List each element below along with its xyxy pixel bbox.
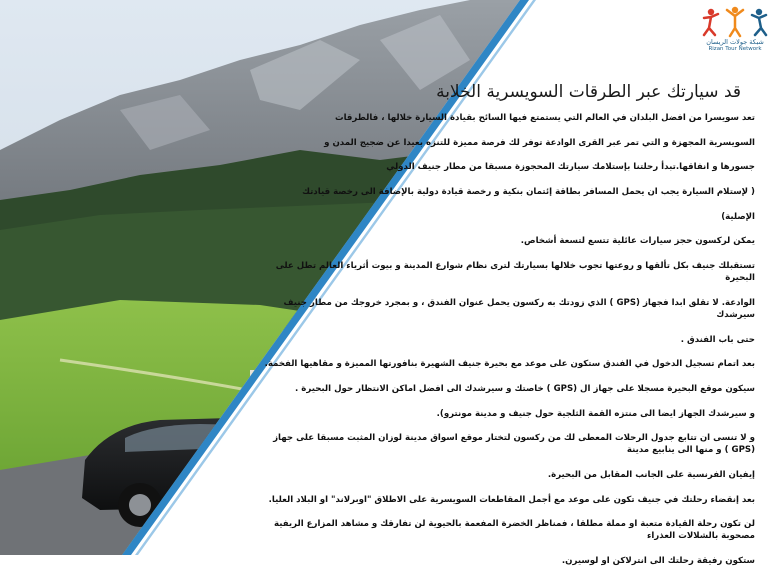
text-line: يمكن لركسون حجز سيارات عائلية تتسع لتسعة أشخاص. [520,236,755,247]
text-line: لن تكون رحلة القيادة متعبة او مملة مطلقا ، فمناظر الخضرة المفعمة بالحيوية لن تفارقك و مشاهد المزارع الريفية مصحوبة بالشلالات العذراء [274,519,755,542]
text-line: جسورها و انفاقها.تبدأ رحلتنا بإستلامك سيارتك المحجوزة مسبقا من مطار جنيف الدولي [386,162,755,173]
text-line: و لا تنسى ان تتابع جدول الرحلات المعطى لك من ركسون لتختار موقع اسواق مدينة لوزان المثبت مسبقا على جهاز (GPS ) و منها الى ينابيع مدينة [273,433,755,456]
article-body [250,112,755,580]
page-title: قد سيارتك عبر الطرقات السويسرية الخلابة [436,82,741,102]
brand-logo [695,4,775,64]
text-line: بعد اتمام تسجيل الدخول في الفندق ستكون على موعد مع بحيرة جنيف الشهيرة بنافورتها المميزة و مقاهيها الفخمة. [264,359,755,370]
text-line: سيكون موقع البحيرة مسجلا على جهاز ال (GPS ) خاصتك و سيرشدك الى افضل اماكن الانتظار حول البحيرة . [295,383,755,394]
text-line: إيفيان الفرنسية على الجانب المقابل من البحيرة. [547,469,755,480]
text-line: حتى باب الفندق . [680,334,755,345]
brand-name-en: Rizan Tour Network [708,46,762,52]
text-line: الوادعة. لا تقلق ابدا فجهاز (GPS ) الذي زودتك به ركسون يحمل عنوان الفندق ، و بمجرد خروجك من مطار جنيف سيرشدك [283,297,755,320]
text-line: بعد إنقضاء رحلتك في جنيف تكون على موعد مع أجمل المقاطعات السويسرية على الاطلاق "اوبرلاند" او البلاد العليا. [268,494,755,505]
logo-figures-icon [695,4,775,38]
text-line: تعد سويسرا من افضل البلدان في العالم التي يستمتع فيها السائح بقيادة السيارة خلالها ، فالطرقات [334,113,755,123]
text-line: ستكون رفيقة رحلتك الى انترلاكن او لوسيرن. [561,556,755,566]
text-line: ( لإستلام السيارة يجب ان يحمل المسافر بطاقة إئتمان بنكية و رخصة قيادة دولية بالإضافة الى رخصة قيادتك [302,187,755,198]
text-line: الإصلية) [721,211,755,222]
text-line: تستقبلك جنيف بكل تألقها و روعتها تجوب خلالها بسيارتك لترى نظام شوارع المدينة و بيوت أثرياء العالم تطل على البحيرة [275,261,755,284]
text-line: و سيرشدك الجهاز ايضا الى منتزه القمة الثلجية حول جنيف و مدينة مونترو). [436,408,755,419]
text-line: السويسرية المجهزة و التي تمر عبر القرى الوادعة توفر لك فرصة مميزة للتنزه بعيدا عن ضجيج المدن و [324,137,755,148]
brand-name-ar: شبكة جولات الريسان [706,38,764,46]
